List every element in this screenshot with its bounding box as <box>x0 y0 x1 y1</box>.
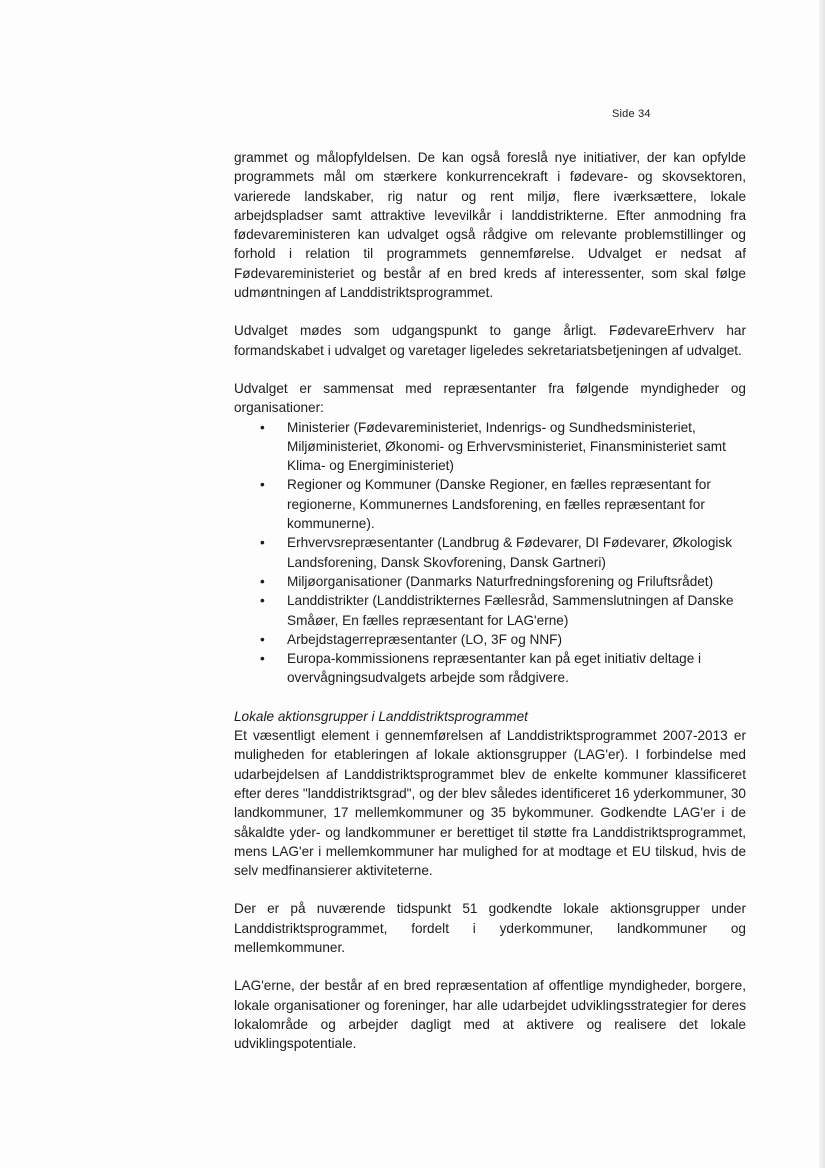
paragraph: Udvalget er sammensat med repræsentanter fra følgende myndigheder og organisationer: <box>234 380 746 416</box>
bullet-list <box>234 418 746 688</box>
page-edge <box>819 0 825 1168</box>
page-number: Side 34 <box>612 108 651 120</box>
list-item: • Ministerier (Fødevareministeriet, Indenrigs- og Sundhedsministeriet, Miljøministeriet, Økonomi- og Erhvervsministeriet, Finansministeriet samt Klima- og Energiministeriet) <box>234 418 746 476</box>
paragraph: grammet og målopfyldelsen. De kan også foreslå nye initiativer, der kan opfylde programmets mål om stærkere konkurrencekraft i fødevare- og skovsektoren, varierede landskaber, rig natur og rent miljø, flere iværksættere, lokale arbejdspladser samt attraktive levevilkår i landdistrikterne. Efter anmodning fra fødevareministeren kan udvalget også rådgive om relevante problemstillinger og forhold i relation til programmets gennemførelse. Udvalget er nedsat af Fødevareministeriet og består af en bred kreds af interessenter, som skal følge udmøntningen af Landdistriktsprogrammet. <box>234 150 746 301</box>
section-heading: Lokale aktionsgrupper i Landdistriktsprogrammet <box>234 708 528 724</box>
list-item: • Arbejdstagerrepræsentanter (LO, 3F og NNF) <box>234 630 746 649</box>
paragraph: Der er på nuværende tidspunkt 51 godkendte lokale aktionsgrupper under Landdistriktsprogrammet, fordelt i yderkommuner, landkommuner og mellemkommuner. <box>234 901 746 955</box>
list-item: • Europa-kommissionens repræsentanter kan på eget initiativ deltage i overvågningsudvalgets arbejde som rådgivere. <box>234 649 746 688</box>
list-item: • Regioner og Kommuner (Danske Regioner, en fælles repræsentant for regionerne, Kommunernes Landsforening, en fælles repræsentant for kommunerne). <box>234 475 746 533</box>
list-item: • Landdistrikter (Landdistrikternes Fællesråd, Sammenslutningen af Danske Småøer, En fælles repræsentant for LAG'erne) <box>234 591 746 630</box>
paragraph: Et væsentligt element i gennemførelsen af Landdistriktsprogrammet 2007-2013 er muligheden for etableringen af lokale aktionsgrupper (LAG'er). I forbindelse med udarbejdelsen af Landdistriktsprogrammet blev de enkelte kommuner klassificeret efter deres "landdistriktsgrad", og der blev således identificeret 16 yderkommuner, 30 landkommuner, 17 mellemkommuner og 35 bykommuner. Godkendte LAG'er i de såkaldte yder- og landkommuner er berettiget til støtte fra Landdistriktsprogrammet, mens LAG'er i mellemkommuner har mulighed for at modtage et EU tilskud, hvis de selv medfinansierer aktiviteterne. <box>234 728 746 879</box>
paragraph: Udvalget mødes som udgangspunkt to gange årligt. FødevareErhverv har formandskabet i udvalget og varetager ligeledes sekretariatsbetjeningen af udvalget. <box>234 323 746 358</box>
list-item: • Erhvervsrepræsentanter (Landbrug & Fødevarer, DI Fødevarer, Økologisk Landsforening, Dansk Skovforening, Dansk Gartneri) <box>234 533 746 572</box>
list-item: • Miljøorganisationer (Danmarks Naturfredningsforening og Friluftsrådet) <box>234 572 746 591</box>
paragraph: LAG'erne, der består af en bred repræsentation af offentlige myndigheder, borgere, lokale organisationer og foreninger, har alle udarbejdet udviklingsstrategier for deres lokalområde og arbejder dagligt med at aktivere og realisere det lokale udviklingspotentiale. <box>234 978 746 1052</box>
document-body <box>234 148 746 1053</box>
